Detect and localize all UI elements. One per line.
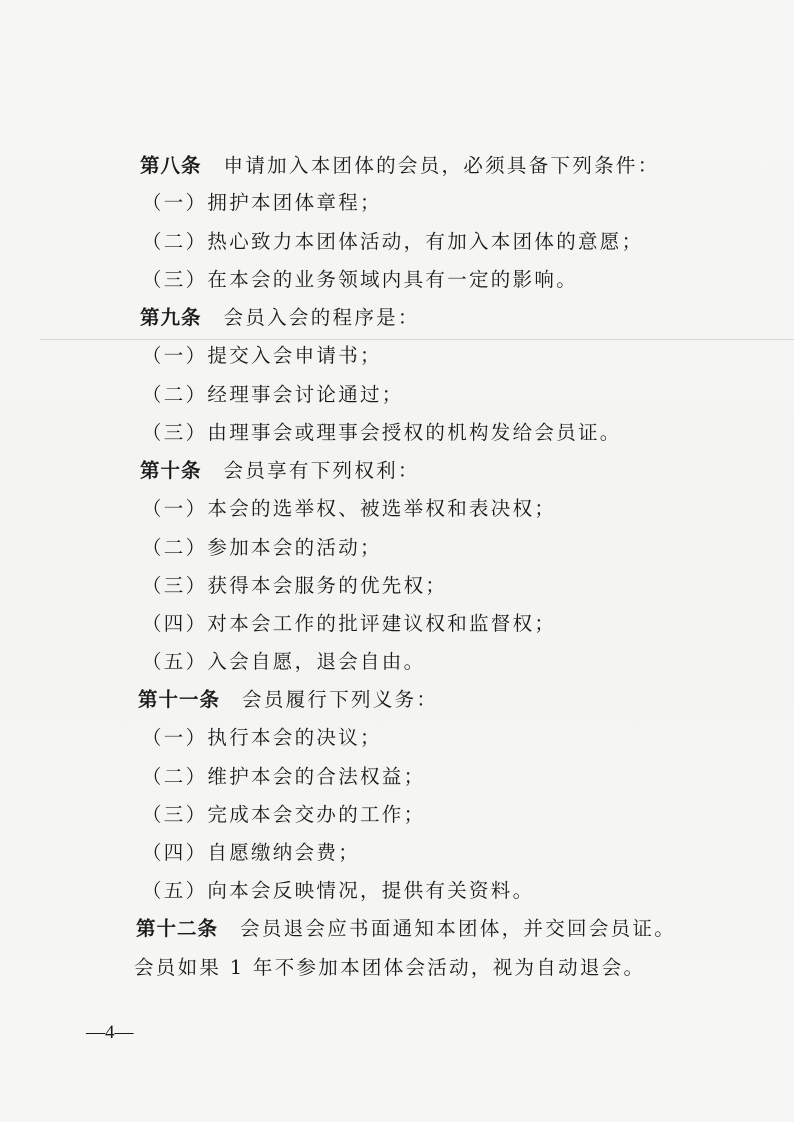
list-item: （三）完成本会交办的工作； [142, 803, 426, 826]
paragraph-continuation: 会员如果 1 年不参加本团体会活动，视为自动退会。 [134, 956, 646, 979]
list-item: （二）参加本会的活动； [142, 536, 382, 559]
article-label: 第十二条 [136, 917, 219, 940]
list-item: （三）由理事会或理事会授权的机构发给会员证。 [142, 421, 622, 444]
list-item: （二）维护本会的合法权益； [142, 765, 426, 788]
list-item: （一）拥护本团体章程； [142, 191, 382, 214]
list-item: （二）经理事会讨论通过； [142, 383, 404, 406]
list-item: （五）入会自愿，退会自由。 [142, 650, 426, 673]
article-text: 会员入会的程序是： [223, 306, 420, 329]
article-text: 会员享有下列权利： [223, 459, 420, 482]
article-text: 会员履行下列义务： [242, 688, 439, 711]
page-number: —4— [86, 1022, 134, 1043]
list-item: （三）在本会的业务领域内具有一定的影响。 [142, 268, 579, 291]
article-10-heading-line [140, 458, 420, 484]
list-item: （三）获得本会服务的优先权； [142, 574, 448, 597]
article-11-heading-line [138, 687, 438, 713]
scan-artifact-line [40, 339, 794, 340]
list-item: （四）对本会工作的批评建议权和监督权； [142, 612, 557, 635]
article-9-heading-line [140, 305, 420, 331]
article-12-heading-line [136, 916, 676, 942]
article-label: 第八条 [140, 154, 202, 177]
list-item: （一）执行本会的决议； [142, 726, 382, 749]
article-text: 申请加入本团体的会员，必须具备下列条件： [223, 154, 660, 177]
article-text: 会员退会应书面通知本团体，并交回会员证。 [240, 917, 677, 940]
list-item: （四）自愿缴纳会费； [142, 841, 361, 864]
article-label: 第十一条 [138, 688, 221, 711]
article-8-heading-line [140, 153, 660, 179]
list-item: （一）本会的选举权、被选举权和表决权； [142, 497, 557, 520]
list-item: （一）提交入会申请书； [142, 344, 382, 367]
article-label: 第九条 [140, 306, 202, 329]
article-label: 第十条 [140, 459, 202, 482]
list-item: （二）热心致力本团体活动，有加入本团体的意愿； [142, 230, 644, 253]
list-item: （五）向本会反映情况，提供有关资料。 [142, 879, 535, 902]
